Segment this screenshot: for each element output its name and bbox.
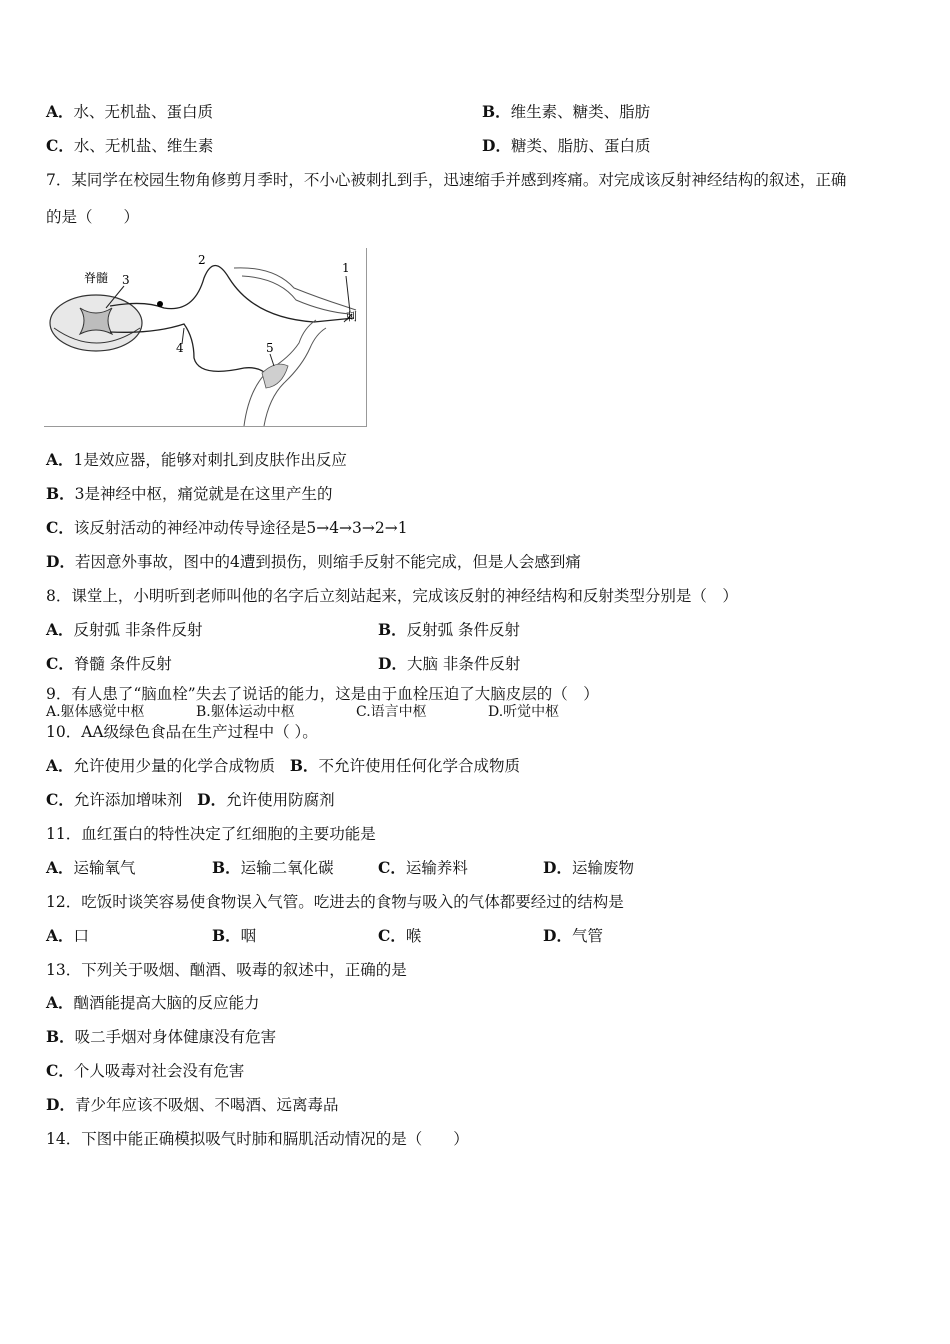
label-3: 3: [122, 273, 130, 287]
q12-option-c: C．喉: [378, 926, 422, 945]
q8-option-b: B．反射弧 条件反射: [378, 620, 521, 639]
hand-sketch: [234, 268, 356, 314]
label-spinal-cord: 脊髓: [84, 271, 109, 285]
q9-stem: 9．有人患了“脑血栓”失去了说话的能力，这是由于血栓压迫了大脑皮层的（ ）: [46, 685, 599, 703]
q7-option-c: C．该反射活动的神经冲动传导途径是5→4→3→2→1: [46, 518, 408, 537]
q13-option-b: B．吸二手烟对身体健康没有危害: [46, 1027, 277, 1046]
q6-option-d: D．糖类、脂肪、蛋白质: [482, 136, 651, 155]
q14-stem: 14．下图中能正确模拟吸气时肺和膈肌活动情况的是（ ）: [46, 1130, 469, 1148]
sensory-nerve-line: [110, 266, 354, 323]
q10-option-d-text: 允许使用防腐剂: [226, 791, 335, 809]
q6-option-a: A．水、无机盐、蛋白质: [46, 102, 214, 121]
q6-option-b: B．维生素、糖类、脂肪: [482, 102, 651, 121]
q10-option-d-letter: D．: [197, 790, 227, 809]
q6-option-c: C．水、无机盐、维生素: [46, 136, 214, 155]
q8-option-a: A．反射弧 非条件反射: [46, 620, 203, 639]
q12-stem: 12．吃饭时谈笑容易使食物误入气管。吃进去的食物与吸入的气体都要经过的结构是: [46, 893, 624, 911]
q11-option-b: B．运输二氧化碳: [212, 858, 334, 877]
q10-option-b-text: 不允许使用任何化学合成物质: [318, 757, 520, 775]
q8-stem: 8．课堂上，小明听到老师叫他的名字后立刻站起来，完成该反射的神经结构和反射类型分别是（ ）: [46, 587, 738, 605]
q12-option-b: B．咽: [212, 926, 257, 945]
reflex-arc-diagram: [44, 248, 366, 426]
q13-option-c: C．个人吸毒对社会没有危害: [46, 1061, 245, 1080]
q10-option-c-text: 允许添加增味剂: [73, 791, 183, 809]
reflex-arc-figure: [44, 248, 367, 427]
motor-nerve-line: [110, 324, 269, 376]
q10-options-row1: [46, 756, 520, 776]
label-2: 2: [198, 253, 206, 267]
q7-option-d: D．若因意外事故，图中的4遭到损伤，则缩手反射不能完成，但是人会感到痛: [46, 552, 581, 571]
q11-option-d: D．运输废物: [543, 858, 634, 877]
q9-option-a: A.躯体感觉中枢: [46, 704, 145, 720]
label-1: 1: [342, 261, 350, 275]
forearm-muscle: [262, 364, 288, 388]
q11-option-a: A．运输氧气: [46, 858, 136, 877]
q9-option-d: D.听觉中枢: [488, 704, 560, 720]
q8-option-c: C．脊髓 条件反射: [46, 654, 172, 673]
q7-option-b: B．3是神经中枢，痛觉就是在这里产生的: [46, 484, 333, 503]
q10-option-c-letter: C．: [46, 790, 74, 809]
ganglion-dot: [157, 301, 163, 307]
q10-option-b-letter: B．: [289, 756, 319, 775]
q7-option-a: A．1是效应器，能够对刺扎到皮肤作出反应: [46, 450, 347, 469]
label-thorn: 刺: [346, 310, 357, 323]
q10-options-row2: [46, 790, 335, 810]
q11-option-c: C．运输养料: [378, 858, 468, 877]
q7-stem-line1: 7．某同学在校园生物角修剪月季时，不小心被刺扎到手，迅速缩手并感到疼痛。对完成该反射神经结构的叙述，正确: [46, 171, 847, 189]
pointer-line-5: [270, 354, 274, 366]
q10-stem: 10．AA级绿色食品在生产过程中（ ）。: [46, 723, 318, 741]
q9-option-c: C.语言中枢: [356, 704, 427, 720]
q9-option-b: B.躯体运动中枢: [196, 704, 295, 720]
q13-option-a: A．酗酒能提高大脑的反应能力: [46, 993, 260, 1012]
q13-option-d: D．青少年应该不吸烟、不喝酒、远离毒品: [46, 1095, 339, 1114]
q8-option-d: D．大脑 非条件反射: [378, 654, 521, 673]
q12-option-d: D．气管: [543, 926, 603, 945]
label-4: 4: [176, 341, 184, 355]
q7-stem-line2: 的是（ ）: [46, 208, 140, 226]
q11-stem: 11．血红蛋白的特性决定了红细胞的主要功能是: [46, 825, 376, 843]
q12-option-a: A．口: [46, 926, 90, 945]
q10-option-a-letter: A．: [46, 756, 74, 775]
q10-option-a-text: 允许使用少量的化学合成物质: [73, 757, 276, 775]
q13-stem: 13．下列关于吸烟、酗酒、吸毒的叙述中，正确的是: [46, 961, 407, 979]
label-5: 5: [266, 341, 274, 355]
